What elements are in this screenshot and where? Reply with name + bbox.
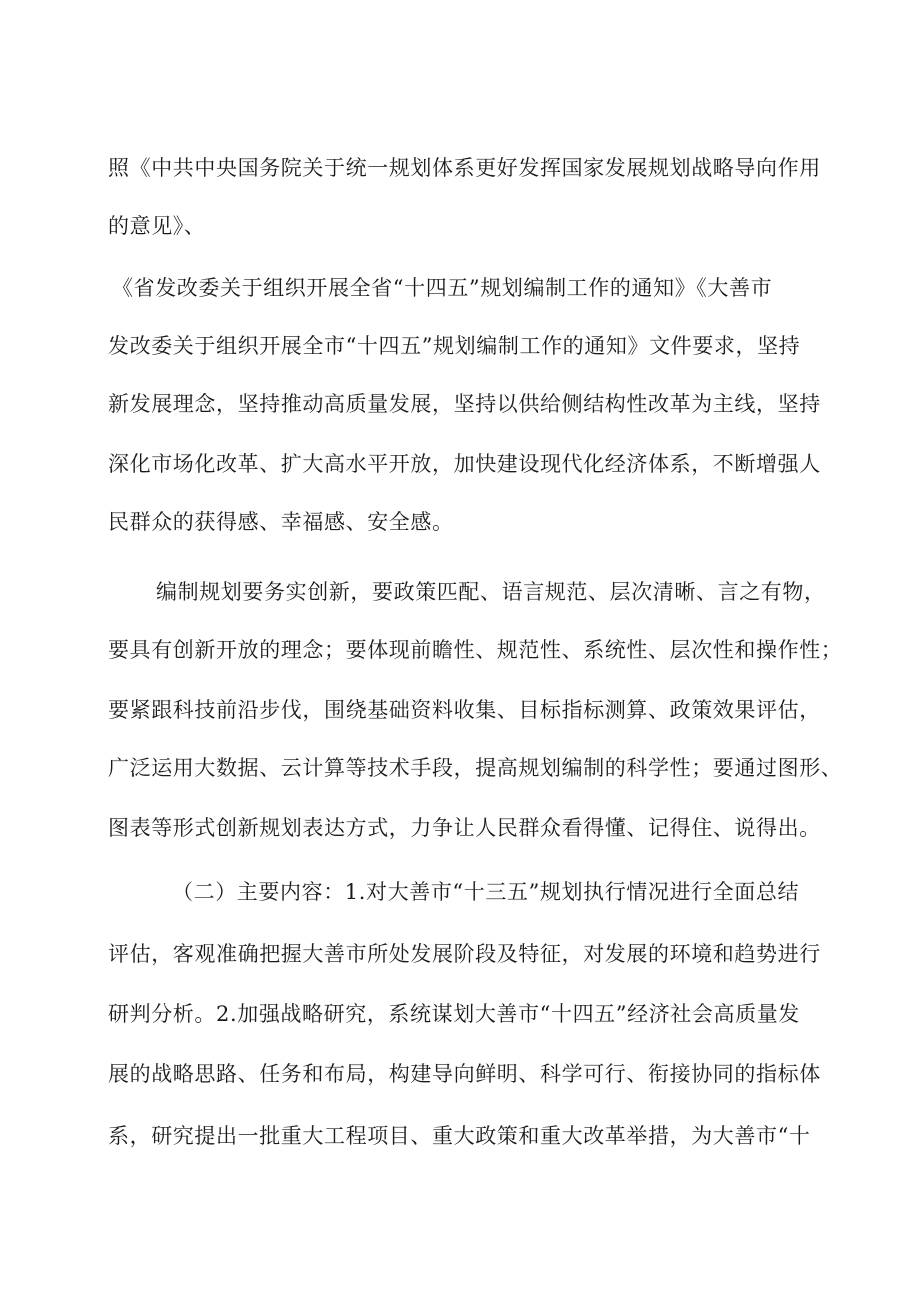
- text-line: 广泛运用大数据、云计算等技术手段，提高规划编制的科学性；要通过图形、: [108, 756, 843, 780]
- text-line: 民群众的获得感、幸福感、安全感。: [108, 510, 454, 534]
- text-line: 照《中共中央国务院关于统一规划体系更好发挥国家发展规划战略导向作用: [108, 156, 821, 180]
- text-line: 研判分析。2.加强战略研究，系统谋划大善市“十四五”经济社会高质量发: [108, 1002, 800, 1026]
- text-line: 要紧跟科技前沿步伐，围绕基础资料收集、目标指标测算、政策效果评估，: [108, 698, 821, 722]
- text-line: 图表等形式创新规划表达方式，力争让人民群众看得懂、记得住、说得出。: [108, 816, 821, 840]
- text-line: 评估，客观准确把握大善市所处发展阶段及特征，对发展的环境和趋势进行: [108, 942, 821, 966]
- text-line: 编制规划要务实创新，要政策匹配、语言规范、层次清晰、言之有物，: [156, 580, 826, 604]
- text-line: 要具有创新开放的理念；要体现前瞻性、规范性、系统性、层次性和操作性；: [108, 638, 843, 662]
- text-line: 发改委关于组织开展全市“十四五”规划编制工作的通知》文件要求，坚持: [108, 334, 801, 358]
- text-line: 新发展理念，坚持推动高质量发展，坚持以供给侧结构性改革为主线，坚持: [108, 392, 821, 416]
- text-line: 深化市场化改革、扩大高水平开放，加快建设现代化经济体系，不断增强人: [108, 452, 821, 476]
- text-line: （二）主要内容：1.对大善市“十三五”规划执行情况进行全面总结: [172, 880, 800, 904]
- text-line: 系，研究提出一批重大工程项目、重大政策和重大改革举措，为大善市“十: [108, 1124, 811, 1148]
- text-line: 《省发改委关于组织开展全省“十四五”规划编制工作的通知》《大善市: [112, 276, 773, 300]
- text-line: 展的战略思路、任务和布局，构建导向鲜明、科学可行、衔接协同的指标体: [108, 1062, 821, 1086]
- text-line: 的意见》、: [108, 214, 206, 238]
